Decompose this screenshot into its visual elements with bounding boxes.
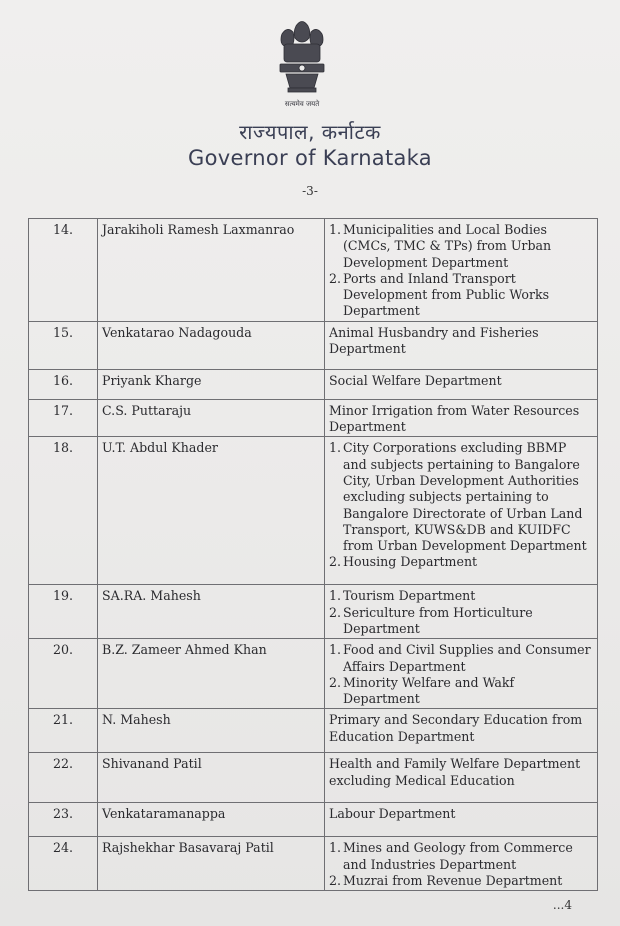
continued-page-marker: ...4: [552, 898, 572, 912]
department-item: 2. Ports and Inland Transport Development from Public Works Department: [329, 271, 593, 320]
row-number: 23.: [29, 803, 98, 837]
department-item-text: Housing Department: [343, 554, 478, 570]
table-row: [29, 585, 598, 639]
row-number: 18.: [29, 437, 98, 585]
department-cell: Labour Department: [325, 803, 598, 837]
table-row: [29, 709, 598, 753]
department-cell: Health and Family Welfare Department excluding Medical Education: [325, 753, 598, 803]
department-item-text: City Corporations excluding BBMP and subjects pertaining to Bangalore City, Urban Development Authorities excluding subjects pertaining to Bangalore Directorate of Urban Land Transport, KUWS&DB and KUIDFC from Urban Development Department: [343, 440, 587, 554]
department-item: 1. Tourism Department: [329, 588, 593, 604]
department-item: 2. Muzrai from Revenue Department: [329, 873, 593, 889]
department-item: 2. Sericulture from Horticulture Department: [329, 605, 593, 638]
department-cell: [325, 639, 598, 709]
minister-name: Shivanand Patil: [98, 753, 325, 803]
minister-name: U.T. Abdul Khader: [98, 437, 325, 585]
department-item-text: Ports and Inland Transport Development from Public Works Department: [343, 270, 550, 319]
department-cell: Social Welfare Department: [325, 369, 598, 399]
table-row: [29, 803, 598, 837]
department-item-text: Muzrai from Revenue Department: [343, 873, 563, 889]
row-number: 19.: [29, 585, 98, 639]
department-item: 2. Minority Welfare and Wakf Department: [329, 675, 593, 708]
department-item-text: Mines and Geology from Commerce and Industries Department: [343, 840, 573, 872]
department-cell: Animal Husbandry and Fisheries Department: [325, 321, 598, 369]
department-item-text: Tourism Department: [343, 588, 476, 604]
row-number: 14.: [29, 219, 98, 322]
table-row: [29, 437, 598, 585]
minister-name: Jarakiholi Ramesh Laxmanrao: [98, 219, 325, 322]
table-row: [29, 837, 598, 891]
department-item-text: Sericulture from Horticulture Department: [343, 604, 533, 636]
minister-name: B.Z. Zameer Ahmed Khan: [98, 639, 325, 709]
table-row: [29, 219, 598, 322]
national-emblem-icon: [274, 16, 330, 112]
department-cell: [325, 219, 598, 322]
department-item-text: Minority Welfare and Wakf Department: [343, 674, 515, 707]
table-row: [29, 639, 598, 709]
row-number: 16.: [29, 369, 98, 399]
department-item-text: Food and Civil Supplies and Consumer Affairs Department: [343, 642, 591, 674]
row-number: 15.: [29, 321, 98, 369]
department-cell: Primary and Secondary Education from Education Department: [325, 709, 598, 753]
department-item: 1. Mines and Geology from Commerce and Industries Department: [329, 840, 593, 873]
table-row: [29, 753, 598, 803]
minister-name: C.S. Puttaraju: [98, 399, 325, 437]
row-number: 20.: [29, 639, 98, 709]
department-cell: Minor Irrigation from Water Resources Department: [325, 399, 598, 437]
department-cell: [325, 585, 598, 639]
department-item: 1. Municipalities and Local Bodies (CMCs, TMC & TPs) from Urban Development Department: [329, 222, 593, 271]
table-row: [29, 321, 598, 369]
row-number: 21.: [29, 709, 98, 753]
department-item: 2. Housing Department: [329, 554, 593, 570]
department-item-text: Municipalities and Local Bodies (CMCs, TMC & TPs) from Urban Development Department: [343, 222, 552, 270]
governor-title-hindi: राज्यपाल, कर्नाटक: [239, 120, 381, 144]
minister-name: Venkatarao Nadagouda: [98, 321, 325, 369]
department-cell: [325, 437, 598, 585]
department-cell: [325, 837, 598, 891]
row-number: 17.: [29, 399, 98, 437]
table-row: [29, 399, 598, 437]
row-number: 24.: [29, 837, 98, 891]
department-item: 1. City Corporations excluding BBMP and subjects pertaining to Bangalore City, Urban Development Authorities excluding subjects pertaining to Bangalore Directorate of Urban Land Transport, KUWS&DB and KUIDFC from Urban Development Department: [329, 440, 593, 554]
row-number: 22.: [29, 753, 98, 803]
minister-name: N. Mahesh: [98, 709, 325, 753]
governor-title-english: Governor of Karnataka: [188, 146, 432, 170]
department-item: 1. Food and Civil Supplies and Consumer Affairs Department: [329, 642, 593, 675]
minister-name: Rajshekhar Basavaraj Patil: [98, 837, 325, 891]
emblem-motto: सत्यमेव जयते: [284, 100, 320, 108]
table-row: [29, 369, 598, 399]
portfolio-allocation-table: [28, 218, 598, 891]
page-number: -3-: [302, 184, 318, 198]
minister-name: SA.RA. Mahesh: [98, 585, 325, 639]
minister-name: Priyank Kharge: [98, 369, 325, 399]
minister-name: Venkataramanappa: [98, 803, 325, 837]
